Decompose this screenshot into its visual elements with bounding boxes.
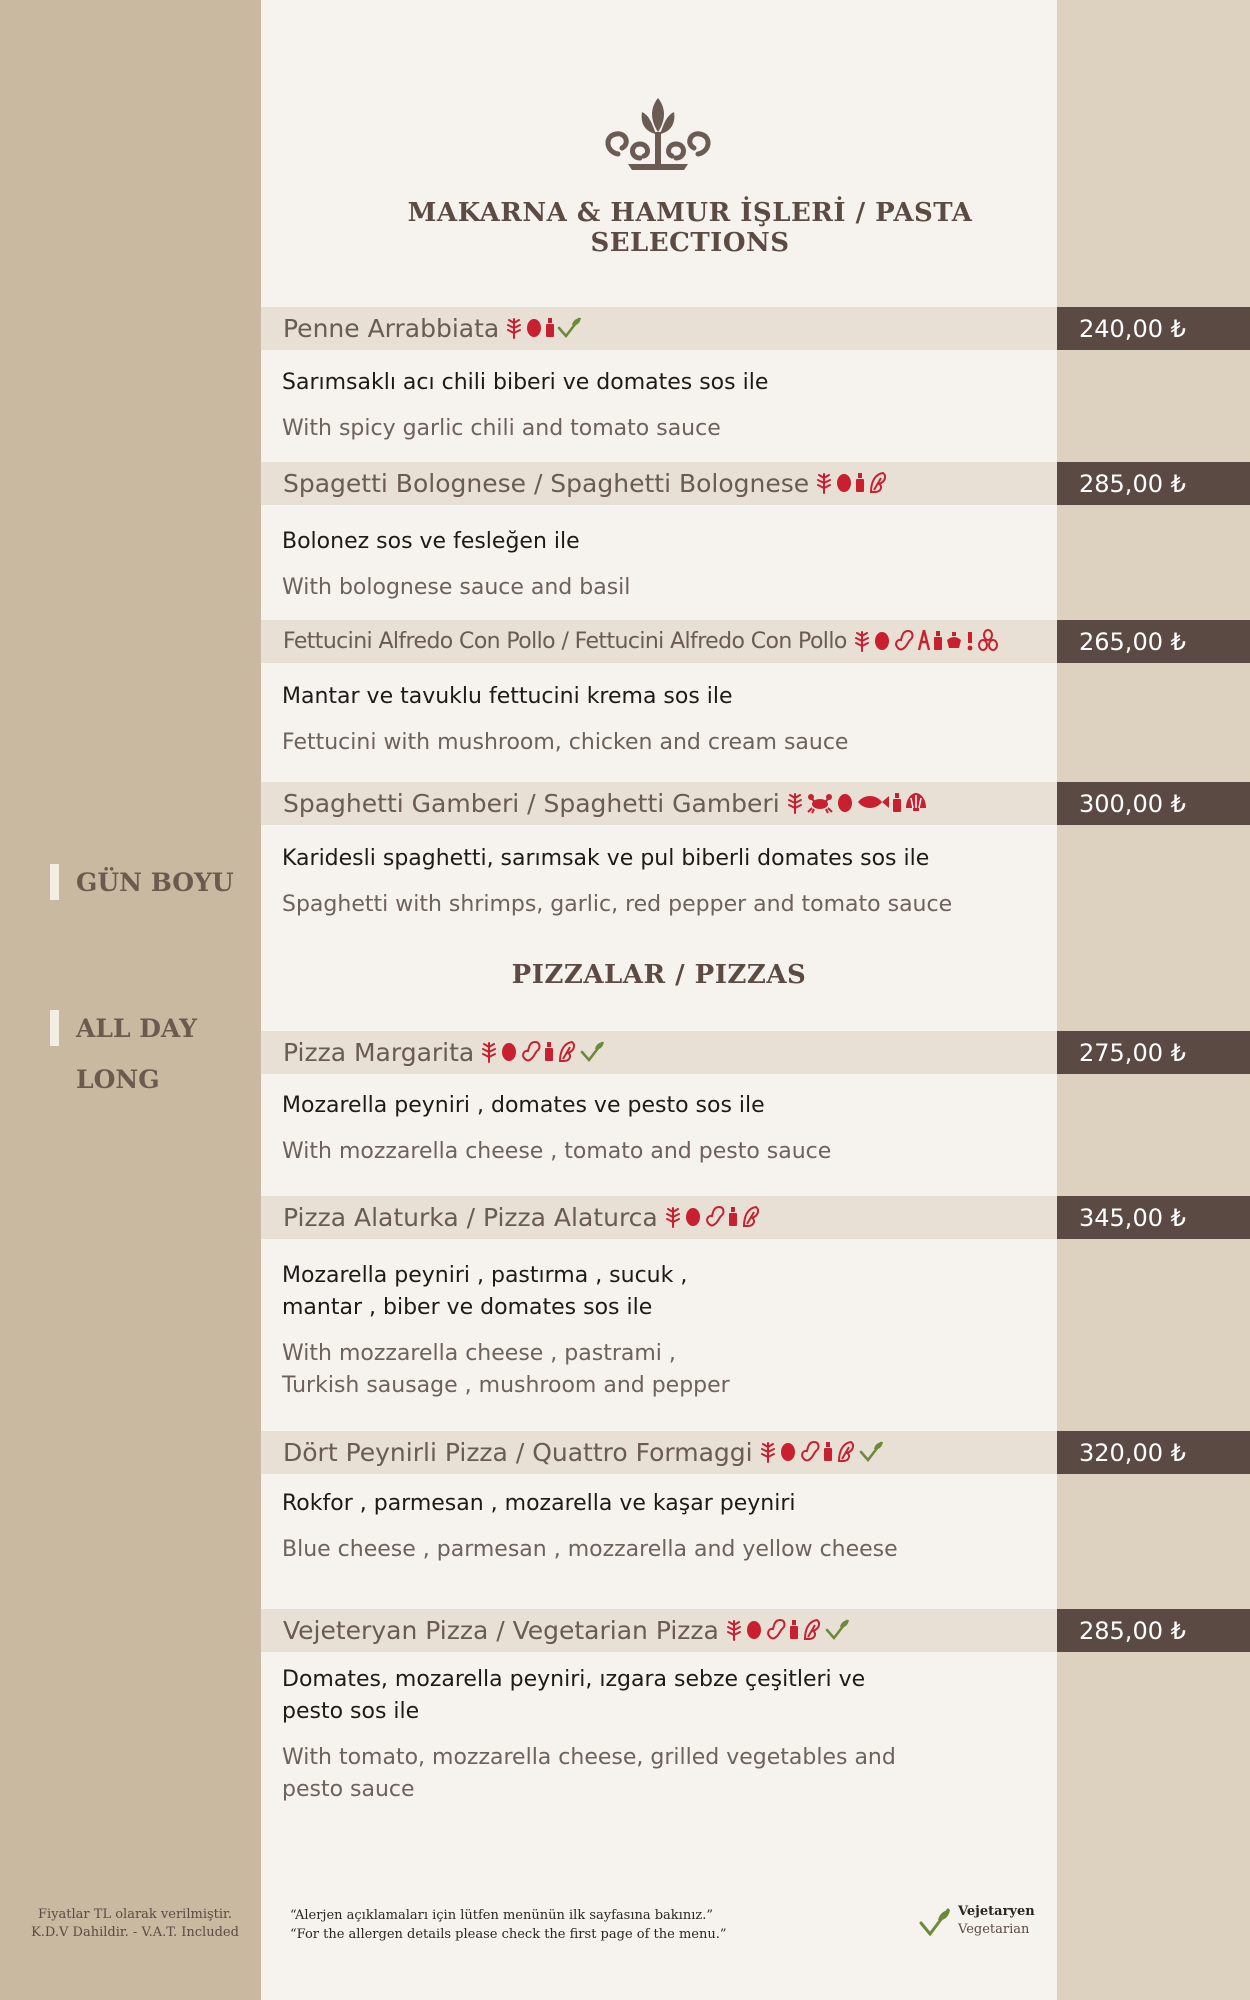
vegetarian-label-tr: Vejetaryen [958, 1904, 1035, 1919]
allergen-note [290, 1906, 850, 1944]
side-label-en-line2: LONG [76, 1065, 160, 1094]
menu-item-description-en-line2: pesto sauce [282, 1777, 415, 1802]
wheat-icon [480, 1039, 498, 1067]
pizza-section-title: PIZZALAR / PIZZAS [511, 960, 807, 990]
price-text: 300,00 ₺ [1079, 789, 1186, 818]
allergen-note-line1: “Alerjen açıklamaları için lütfen menünün ilk sayfasına bakınız.” [290, 1908, 714, 1923]
wheat-icon [786, 790, 804, 818]
bottle-icon [892, 790, 902, 818]
egg-icon [500, 1039, 518, 1067]
menu-item-name: Pizza Alaturka / Pizza Alaturca [283, 1203, 658, 1232]
side-marker [50, 864, 59, 900]
menu-item-description-tr: Mantar ve tavuklu fettucini krema sos ile [282, 684, 733, 709]
bottle-icon [789, 1617, 799, 1645]
sulphite-icon [965, 628, 975, 656]
menu-item-description-en: Blue cheese , parmesan , mozzarella and yellow cheese [282, 1537, 898, 1562]
price-note [20, 1906, 250, 1942]
allergen-icons [664, 1204, 762, 1232]
menu-item-description-tr-line2: pesto sos ile [282, 1699, 420, 1724]
menu-item-price [1057, 1431, 1250, 1474]
vegetarian-check-icon [825, 1617, 851, 1645]
menu-item-price [1057, 782, 1250, 825]
menu-item-name: Fettucini Alfredo Con Pollo / Fettucini Alfredo Con Pollo [283, 629, 847, 654]
price-text: 345,00 ₺ [1079, 1203, 1186, 1232]
left-column [0, 0, 261, 2000]
wheat-icon [505, 315, 523, 343]
menu-item-description-tr: Karidesli spaghetti, sarımsak ve pul biberli domates sos ile [282, 846, 930, 871]
wheat-icon [815, 470, 833, 498]
menu-item-name-band [261, 1196, 1057, 1239]
wheat-icon [853, 628, 871, 656]
celery-icon [801, 1617, 823, 1645]
menu-item-description-tr: Rokfor , parmesan , mozarella ve kaşar peyniri [282, 1491, 796, 1516]
egg-icon [873, 628, 891, 656]
side-label-tr: GÜN BOYU [76, 868, 234, 897]
vegetarian-label-en: Vegetarian [958, 1922, 1030, 1937]
price-column [1057, 0, 1250, 2000]
bottle-icon [933, 628, 943, 656]
menu-item-price [1057, 307, 1250, 350]
menu-item-description-tr-line1: Mozarella peyniri , pastırma , sucuk , [282, 1263, 688, 1288]
allergen-icons [505, 315, 583, 343]
menu-item-name-band [261, 620, 1057, 663]
menu-item-description-tr: Mozarella peyniri , domates ve pesto sos ile [282, 1093, 765, 1118]
crab-icon [806, 790, 834, 818]
peanut-icon [520, 1039, 542, 1067]
price-text: 275,00 ₺ [1079, 1038, 1186, 1067]
price-text: 265,00 ₺ [1079, 627, 1186, 656]
egg-icon [836, 790, 854, 818]
vegetarian-check-icon [580, 1039, 606, 1067]
menu-item-description-en: With mozzarella cheese , tomato and pesto sauce [282, 1139, 832, 1164]
price-text: 240,00 ₺ [1079, 314, 1186, 343]
vegetarian-check-icon [859, 1439, 885, 1467]
bottle-icon [545, 315, 555, 343]
egg-icon [835, 470, 853, 498]
mustard-icon [945, 628, 963, 656]
menu-item-description-tr: Bolonez sos ve fesleğen ile [282, 529, 580, 554]
menu-item-description-en: With bolognese sauce and basil [282, 575, 631, 600]
allergen-icons [480, 1039, 606, 1067]
allergen-icons [786, 790, 928, 818]
allergen-icons [815, 470, 889, 498]
menu-item-name-band [261, 1609, 1057, 1652]
allergen-icons [853, 628, 999, 656]
wheat-icon [725, 1617, 743, 1645]
peanut-icon [893, 628, 915, 656]
menu-item-name: Penne Arrabbiata [283, 314, 500, 343]
side-label-en-line1: ALL DAY [76, 1014, 197, 1043]
egg-icon [779, 1439, 797, 1467]
celery-icon [740, 1204, 762, 1232]
peanut-icon [799, 1439, 821, 1467]
egg-icon [684, 1204, 702, 1232]
egg-icon [745, 1617, 763, 1645]
menu-item-name-band [261, 1031, 1057, 1074]
menu-item-description-en-line1: With tomato, mozzarella cheese, grilled vegetables and [282, 1745, 896, 1770]
price-text: 320,00 ₺ [1079, 1438, 1186, 1467]
menu-item-description-tr-line2: mantar , biber ve domates sos ile [282, 1295, 653, 1320]
menu-item-name-band [261, 307, 1057, 350]
menu-item-name: Spagetti Bolognese / Spaghetti Bolognese [283, 469, 810, 498]
allergen-icons [725, 1617, 851, 1645]
price-text: 285,00 ₺ [1079, 1616, 1186, 1645]
price-note-line1: Fiyatlar TL olarak verilmiştir. [38, 1907, 232, 1922]
wheat-icon [759, 1439, 777, 1467]
menu-item-name: Vejeteryan Pizza / Vegetarian Pizza [283, 1616, 719, 1645]
pasta-section-title: MAKARNA & HAMUR İŞLERİ / PASTA SELECTIONS [407, 198, 973, 258]
price-text: 285,00 ₺ [1079, 469, 1186, 498]
peanut-icon [765, 1617, 787, 1645]
celery-icon [835, 1439, 857, 1467]
allergen-note-line2: “For the allergen details please check the first page of the menu.” [290, 1927, 727, 1942]
menu-item-name-band [261, 782, 1057, 825]
menu-item-price [1057, 1031, 1250, 1074]
menu-item-price [1057, 620, 1250, 663]
menu-item-price [1057, 1196, 1250, 1239]
restaurant-logo [600, 92, 716, 174]
menu-item-description-en: Spaghetti with shrimps, garlic, red pepper and tomato sauce [282, 892, 953, 917]
menu-item-description-en: Fettucini with mushroom, chicken and cream sauce [282, 730, 849, 755]
menu-item-price [1057, 462, 1250, 505]
bottle-icon [544, 1039, 554, 1067]
wheat-icon [664, 1204, 682, 1232]
bottle-icon [823, 1439, 833, 1467]
side-marker [50, 1010, 59, 1046]
vegetarian-check-icon [918, 1906, 952, 1940]
menu-item-description-en-line1: With mozzarella cheese , pastrami , [282, 1341, 676, 1366]
celery-icon [867, 470, 889, 498]
vegetarian-check-icon [557, 315, 583, 343]
vegetarian-legend [918, 1904, 1048, 1944]
sesame-icon [977, 628, 999, 656]
menu-item-description-tr-line1: Domates, mozarella peyniri, ızgara sebze çeşitleri ve [282, 1667, 866, 1692]
shell-icon [904, 790, 928, 818]
menu-item-name: Pizza Margarita [283, 1038, 475, 1067]
menu-item-description-en-line2: Turkish sausage , mushroom and pepper [282, 1373, 730, 1398]
menu-item-name-band [261, 462, 1057, 505]
menu-item-name: Dört Peynirli Pizza / Quattro Formaggi [283, 1438, 753, 1467]
fish-icon [856, 790, 890, 818]
menu-item-name-band [261, 1431, 1057, 1474]
bottle-icon [855, 470, 865, 498]
menu-item-description-tr: Sarımsaklı acı chili biberi ve domates sos ile [282, 370, 769, 395]
menu-item-price [1057, 1609, 1250, 1652]
menu-item-description-en: With spicy garlic chili and tomato sauce [282, 416, 721, 441]
egg-icon [525, 315, 543, 343]
allergen-icons [759, 1439, 885, 1467]
celery-icon [556, 1039, 578, 1067]
lupin-icon [917, 628, 931, 656]
menu-item-name: Spaghetti Gamberi / Spaghetti Gamberi [283, 789, 780, 818]
bottle-icon [728, 1204, 738, 1232]
price-note-line2: K.D.V Dahildir. - V.A.T. Included [31, 1925, 239, 1940]
peanut-icon [704, 1204, 726, 1232]
